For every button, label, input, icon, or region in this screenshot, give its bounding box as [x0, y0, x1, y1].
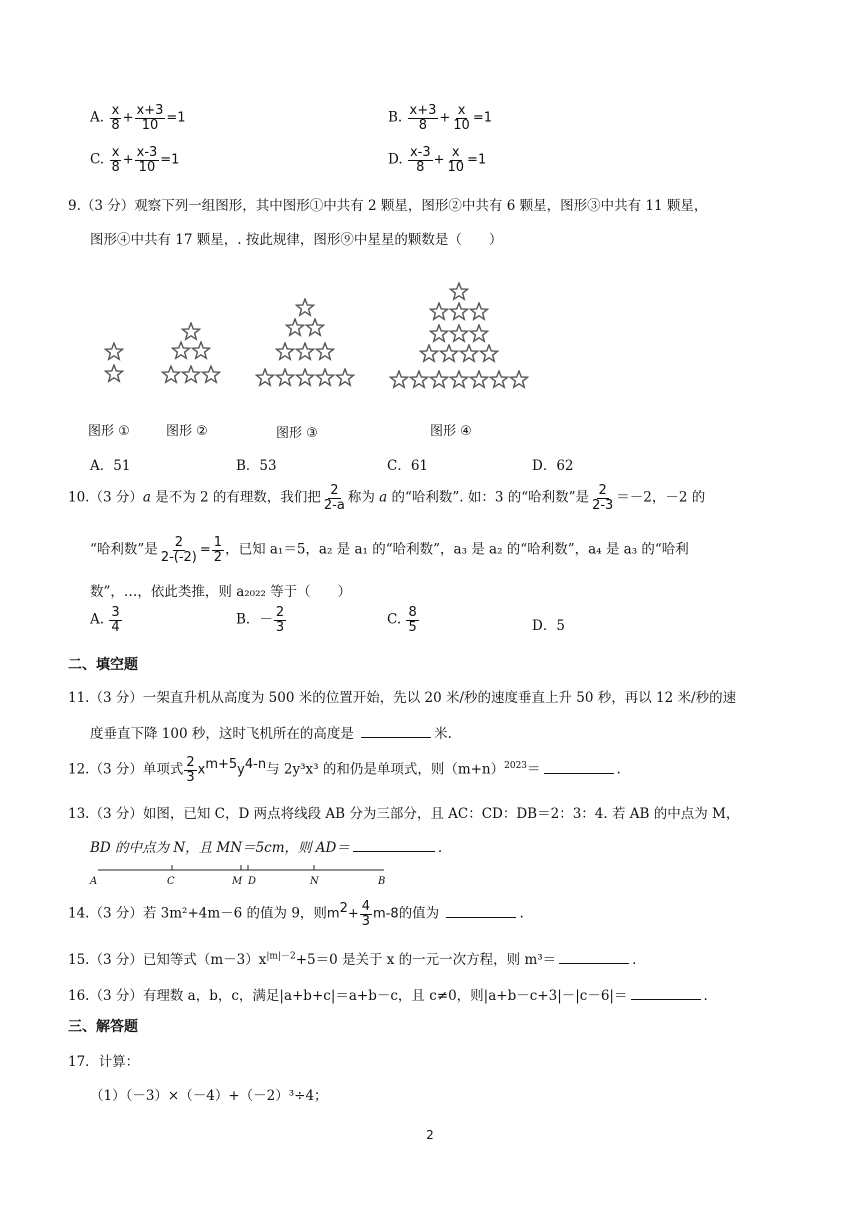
- star-icon: [295, 342, 315, 362]
- star-icon: [285, 318, 305, 338]
- option-label: B.: [388, 109, 403, 126]
- text: ＝: [527, 761, 541, 778]
- q15-line: [68, 948, 636, 968]
- star-icon: [295, 368, 315, 388]
- denominator: 10: [453, 117, 470, 133]
- star-icon: [201, 365, 221, 385]
- star-icon: [161, 365, 181, 385]
- star-icon: [449, 302, 469, 322]
- operator: +: [433, 152, 445, 168]
- point-label-n: N: [310, 876, 319, 887]
- denominator: 10: [138, 159, 156, 175]
- star-icon: [479, 344, 499, 364]
- exponent: 2: [339, 901, 348, 917]
- denominator: 3: [186, 769, 195, 785]
- fraction: [274, 606, 286, 634]
- q17-title: 17．计算：: [68, 1054, 140, 1070]
- numerator: 2: [186, 755, 195, 770]
- star-icon: [181, 322, 201, 342]
- numerator: 2: [275, 605, 285, 620]
- option-label: D.: [388, 151, 403, 168]
- denominator: 2-a: [323, 497, 345, 513]
- q8-option-b: [388, 104, 492, 132]
- numerator: 2: [174, 535, 183, 550]
- fraction: [451, 104, 472, 132]
- numerator: x: [457, 103, 466, 118]
- q10-option-a: [90, 606, 123, 634]
- numerator: x-3: [136, 145, 158, 160]
- denominator: 4: [111, 619, 120, 635]
- fraction: [109, 146, 121, 174]
- equals: =1: [160, 152, 180, 168]
- q13-line-1: 13.（3 分）如图，已知 C，D 两点将线段 AB 分为三部分，且 AC：CD：DB＝2：3：4. 若 AB 的中点为 M，: [68, 806, 740, 822]
- q9-line-1: 9.（3 分）观察下列一组图形，其中图形①中共有 2 颗星，图形②中共有 6 颗星，图形③中共有 11 颗星，: [68, 198, 708, 214]
- figure-label-2: 图形 ②: [166, 424, 208, 439]
- denominator: 10: [447, 159, 465, 175]
- question-number: 10.（3 分）: [68, 489, 143, 506]
- equals: =: [199, 542, 211, 558]
- star-icon: [429, 324, 449, 344]
- denominator: 5: [408, 619, 417, 635]
- star-icon: [409, 370, 429, 390]
- star-icon: [295, 298, 315, 318]
- q11-line-1: 11.（3 分）一架直升机从高度为 500 米的位置开始，先以 20 米/秒的速度垂直上升 50 秒，再以 12 米/秒的速: [68, 690, 737, 706]
- text: .: [616, 761, 621, 778]
- equals: =1: [467, 152, 487, 168]
- star-icon: [469, 370, 489, 390]
- text: .: [632, 952, 637, 968]
- star-icon: [449, 370, 469, 390]
- fraction: [109, 606, 121, 634]
- page-number: 2: [426, 1128, 434, 1142]
- fraction: [408, 146, 433, 174]
- answer-blank[interactable]: [446, 906, 516, 918]
- star-icon: [449, 324, 469, 344]
- denominator: 8: [416, 159, 425, 175]
- figure-label-1: 图形 ①: [88, 424, 130, 439]
- text: 14.（3 分）若 3m²+4m－6 的值为 9，则: [68, 905, 327, 922]
- text: 的“哈利数”. 如：3 的“哈利数”是: [387, 489, 590, 506]
- text: 称为: [347, 489, 380, 506]
- point-label-m: M: [232, 876, 243, 887]
- text: BD 的中点为 N，且 MN＝5cm，则 AD＝: [90, 840, 350, 856]
- fraction: [446, 146, 467, 174]
- option-label: B．－: [236, 611, 273, 628]
- star-icon: [429, 302, 449, 322]
- figure-label-4: 图形 ④: [430, 424, 472, 439]
- q10-line-3: 数”，…，依此类推，则 a₂₀₂₂ 等于（ ）: [90, 584, 352, 600]
- text: 15.（3 分）已知等式（m－3）x: [68, 952, 267, 968]
- point-label-b: B: [378, 876, 386, 887]
- denominator: 10: [141, 117, 159, 133]
- denominator: 2-(-2): [160, 549, 197, 565]
- star-icon: [315, 342, 335, 362]
- numerator: 8: [408, 605, 417, 620]
- denominator: 8: [111, 117, 120, 133]
- q10-line-1: [68, 484, 705, 512]
- variable: x: [197, 762, 206, 778]
- operator: +: [122, 152, 134, 168]
- fraction: [408, 104, 439, 132]
- q16-line: [68, 984, 708, 1004]
- q11-line-2: [90, 722, 452, 742]
- q10-option-b: [236, 606, 287, 634]
- text: 的值为: [398, 905, 440, 922]
- option-label: C.: [387, 611, 402, 628]
- fraction: [406, 606, 418, 634]
- star-icon: [439, 344, 459, 364]
- star-icon: [459, 344, 479, 364]
- numerator: x: [111, 145, 120, 160]
- denominator: 2-3: [592, 497, 614, 513]
- point-label-d: D: [248, 876, 257, 887]
- q9-line-2: 图形④中共有 17 颗星，. 按此规律，图形⑨中星星的颗数是（ ）: [90, 232, 503, 248]
- q8-option-a: [90, 104, 186, 132]
- star-icon: [181, 365, 201, 385]
- q10-line-2: [90, 536, 689, 564]
- answer-blank[interactable]: [631, 988, 701, 1000]
- numerator: x: [451, 145, 460, 160]
- q13-line-2: [90, 836, 442, 856]
- numerator: x: [111, 103, 120, 118]
- star-icon: [489, 370, 509, 390]
- q9-option-a: A．51: [90, 458, 131, 474]
- segment-diagram: [88, 862, 398, 892]
- q17-part-1: （1）（－3）×（－4）+（－2）³÷4；: [90, 1088, 328, 1104]
- numerator: x+3: [136, 103, 164, 118]
- star-icon: [255, 368, 275, 388]
- q9-option-b: B．53: [236, 458, 277, 474]
- fraction: [109, 104, 121, 132]
- numerator: 2: [330, 483, 339, 498]
- operator: +: [347, 906, 359, 922]
- text: 度垂直下降 100 秒，这时飞机所在的高度是: [90, 726, 354, 742]
- text: ＝－2，－2 的: [616, 489, 706, 506]
- option-label: A.: [90, 109, 105, 126]
- fraction: [360, 900, 372, 928]
- text: 12.（3 分）单项式: [68, 761, 184, 778]
- fraction: [322, 484, 347, 512]
- star-icon: [315, 368, 335, 388]
- section-title-fill-in: 二、填空题: [68, 657, 138, 673]
- star-icon: [509, 370, 529, 390]
- star-icon: [104, 342, 124, 362]
- q8-option-c: [90, 146, 179, 174]
- numerator: x-3: [409, 145, 431, 160]
- star-icon: [191, 341, 211, 361]
- operator: +: [122, 110, 134, 126]
- text: +5＝0 是关于 x 的一元一次方程，则 m³＝: [295, 952, 557, 968]
- exponent: 2023: [504, 761, 528, 772]
- numerator: 1: [213, 535, 223, 550]
- star-icon: [469, 302, 489, 322]
- numerator: x+3: [409, 103, 437, 118]
- option-label: C.: [90, 151, 105, 168]
- answer-blank[interactable]: [361, 726, 431, 738]
- q10-option-c: [387, 606, 420, 634]
- star-icon: [335, 368, 355, 388]
- star-icon: [275, 368, 295, 388]
- text: .: [703, 988, 708, 1004]
- text: 与 2y³x³ 的和仍是单项式，则（m+n）: [266, 761, 505, 778]
- q14-line: [68, 900, 524, 928]
- star-icon: [419, 344, 439, 364]
- q9-option-c: C．61: [387, 458, 429, 474]
- point-label-a: A: [90, 876, 98, 887]
- equals: =1: [472, 110, 492, 126]
- star-icon: [104, 364, 124, 384]
- answer-blank[interactable]: [353, 840, 435, 852]
- equals: =1: [166, 110, 186, 126]
- star-icon: [469, 324, 489, 344]
- point-label-c: C: [167, 876, 175, 887]
- text: “哈利数”是: [90, 541, 158, 558]
- text: 16.（3 分）有理数 a，b，c，满足|a+b+c|＝a+b－c，且 c≠0，则|a+b－c+3|－|c－6|＝: [68, 988, 628, 1004]
- fraction: [184, 756, 196, 784]
- variable: a: [142, 489, 151, 506]
- variable: y: [237, 762, 245, 778]
- operator: +: [439, 110, 451, 126]
- denominator: 8: [418, 117, 428, 133]
- fraction: [590, 484, 615, 512]
- exponent: |m|－2: [266, 951, 296, 962]
- variable: a: [379, 489, 388, 506]
- text: .: [519, 905, 524, 922]
- expression: m-8: [373, 906, 399, 922]
- denominator: 8: [111, 159, 120, 175]
- denominator: 3: [361, 913, 371, 929]
- star-icon: [429, 370, 449, 390]
- q9-option-d: D．62: [532, 458, 574, 474]
- q8-option-d: [388, 146, 486, 174]
- answer-blank[interactable]: [559, 952, 629, 964]
- star-icon: [389, 370, 409, 390]
- text: ，已知 a₁＝5，a₂ 是 a₁ 的“哈利数”，a₃ 是 a₂ 的“哈利数”，a₄ 是 a₃ 的“哈利: [225, 541, 689, 558]
- text: .: [437, 840, 443, 856]
- denominator: 3: [275, 619, 285, 635]
- exponent: m+5: [205, 757, 238, 773]
- star-icon: [305, 318, 325, 338]
- section-title-solve: 三、解答题: [68, 1019, 138, 1035]
- star-icon: [171, 341, 191, 361]
- text: 是不为 2 的有理数，我们把: [150, 489, 321, 506]
- variable: m: [326, 906, 340, 922]
- q12-line: [68, 756, 621, 784]
- star-icon: [275, 342, 295, 362]
- fraction: [212, 536, 224, 564]
- fraction: [159, 536, 199, 564]
- denominator: 2: [213, 549, 223, 565]
- fraction: [135, 146, 160, 174]
- text: 米.: [434, 726, 452, 742]
- star-icon: [449, 282, 469, 302]
- q10-option-d: D．5: [532, 618, 565, 634]
- fraction: [135, 104, 166, 132]
- option-label: A.: [90, 611, 105, 628]
- numerator: 4: [361, 899, 371, 914]
- numerator: 2: [598, 483, 607, 498]
- exponent: 4-n: [244, 757, 267, 773]
- numerator: 3: [111, 605, 120, 620]
- figure-label-3: 图形 ③: [276, 426, 318, 441]
- answer-blank[interactable]: [544, 762, 614, 774]
